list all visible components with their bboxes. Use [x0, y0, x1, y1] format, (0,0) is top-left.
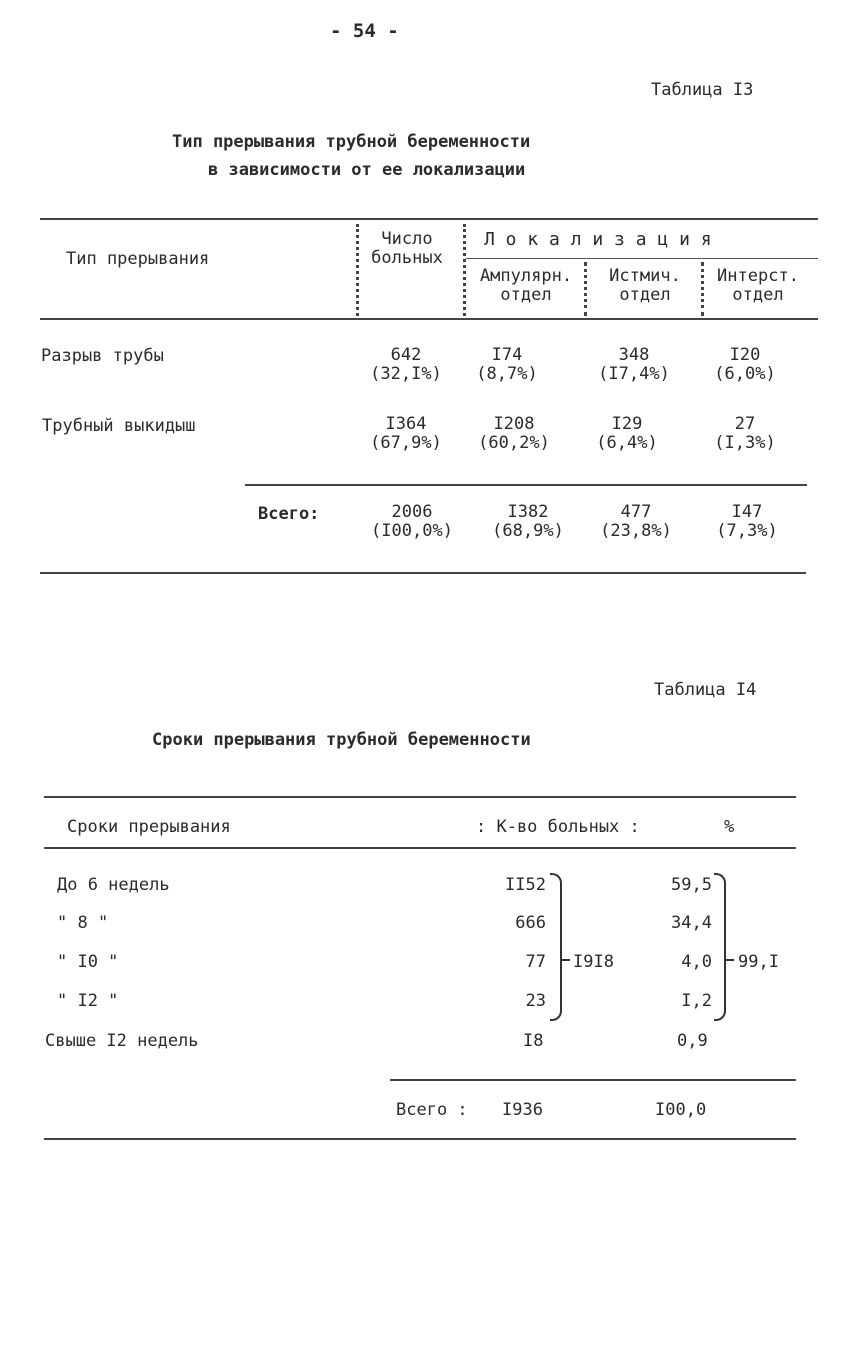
row-label: Разрыв трубы [41, 346, 164, 366]
total-label: Всего: [258, 504, 320, 524]
cell-interst: I20 (6,0%) [714, 345, 776, 384]
brace-pct-tip [726, 959, 734, 961]
table13-label: Таблица I3 [651, 80, 754, 100]
subtotal-count: I9I8 [573, 952, 614, 972]
divider-dots [701, 262, 704, 316]
cell-ampullar: I74 (8,7%) [476, 345, 538, 384]
page-number: - 54 - [330, 20, 399, 42]
cell-count: 642 (32,I%) [370, 345, 442, 384]
cell-pct: 4,0 [681, 952, 712, 972]
header-rule [44, 847, 796, 849]
header-count: : К-во больных : [476, 817, 640, 837]
table13-bottom-rule [40, 572, 806, 574]
cell-pct: 34,4 [671, 913, 712, 933]
table14-bottom-rule [44, 1138, 796, 1140]
row-label: " 8 " [57, 913, 109, 933]
cell-count: 666 [515, 913, 546, 933]
divider-dots [356, 224, 359, 316]
table14-top-rule [44, 796, 796, 798]
total-label: Всего : [396, 1100, 468, 1120]
cell-interst: 27 (I,3%) [714, 414, 776, 453]
header-period: Сроки прерывания [67, 817, 231, 837]
brace-pct [714, 873, 726, 1021]
cell-count: 77 [525, 952, 546, 972]
table14-title: Сроки прерывания трубной беременности [152, 730, 531, 750]
header-ampullar: Ампулярн. отдел [479, 266, 573, 305]
brace-count-tip [562, 959, 570, 961]
row-label: " I0 " [57, 952, 119, 972]
cell-pct: 59,5 [671, 875, 712, 895]
row-label: " I2 " [57, 991, 119, 1011]
header-pct: % [724, 817, 735, 837]
header-type: Тип прерывания [66, 249, 210, 269]
table14-label: Таблица I4 [654, 680, 757, 700]
row-label: Свыше I2 недель [45, 1031, 199, 1051]
header-count: Число больных [371, 229, 443, 268]
cell-count: II52 [505, 875, 546, 895]
divider-dots [463, 224, 466, 316]
cell-count: I8 [523, 1031, 544, 1051]
brace-count [550, 873, 562, 1021]
row-label: Трубный выкидыш [42, 416, 196, 436]
cell-count: I364 (67,9%) [370, 414, 442, 453]
cell-ampullar: I208 (60,2%) [478, 414, 550, 453]
localization-rule [466, 258, 818, 259]
cell-interst: I47 (7,3%) [716, 502, 778, 541]
cell-pct: I,2 [681, 991, 712, 1011]
total-rule [390, 1079, 796, 1081]
cell-isthmic: I29 (6,4%) [596, 414, 658, 453]
cell-count: 2006 (I00,0%) [371, 502, 453, 541]
total-pct: I00,0 [655, 1100, 707, 1120]
divider-dots [584, 262, 587, 316]
header-isthmic: Истмич. отдел [609, 266, 681, 305]
table13-title-line1: Тип прерывания трубной беременности [172, 132, 531, 152]
row-label: До 6 недель [57, 875, 170, 895]
header-rule [40, 318, 818, 320]
total-count: I936 [502, 1100, 543, 1120]
cell-count: 23 [525, 991, 546, 1011]
cell-isthmic: 477 (23,8%) [600, 502, 672, 541]
subtotal-pct: 99,I [738, 952, 779, 972]
cell-isthmic: 348 (I7,4%) [598, 345, 670, 384]
header-interst: Интерст. отдел [717, 266, 799, 305]
cell-ampullar: I382 (68,9%) [492, 502, 564, 541]
header-localization: Л о к а л и з а ц и я [484, 229, 712, 250]
table13-top-rule [40, 218, 818, 220]
total-rule [245, 484, 807, 486]
table13-title-line2: в зависимости от ее локализации [208, 160, 526, 180]
cell-pct: 0,9 [677, 1031, 708, 1051]
